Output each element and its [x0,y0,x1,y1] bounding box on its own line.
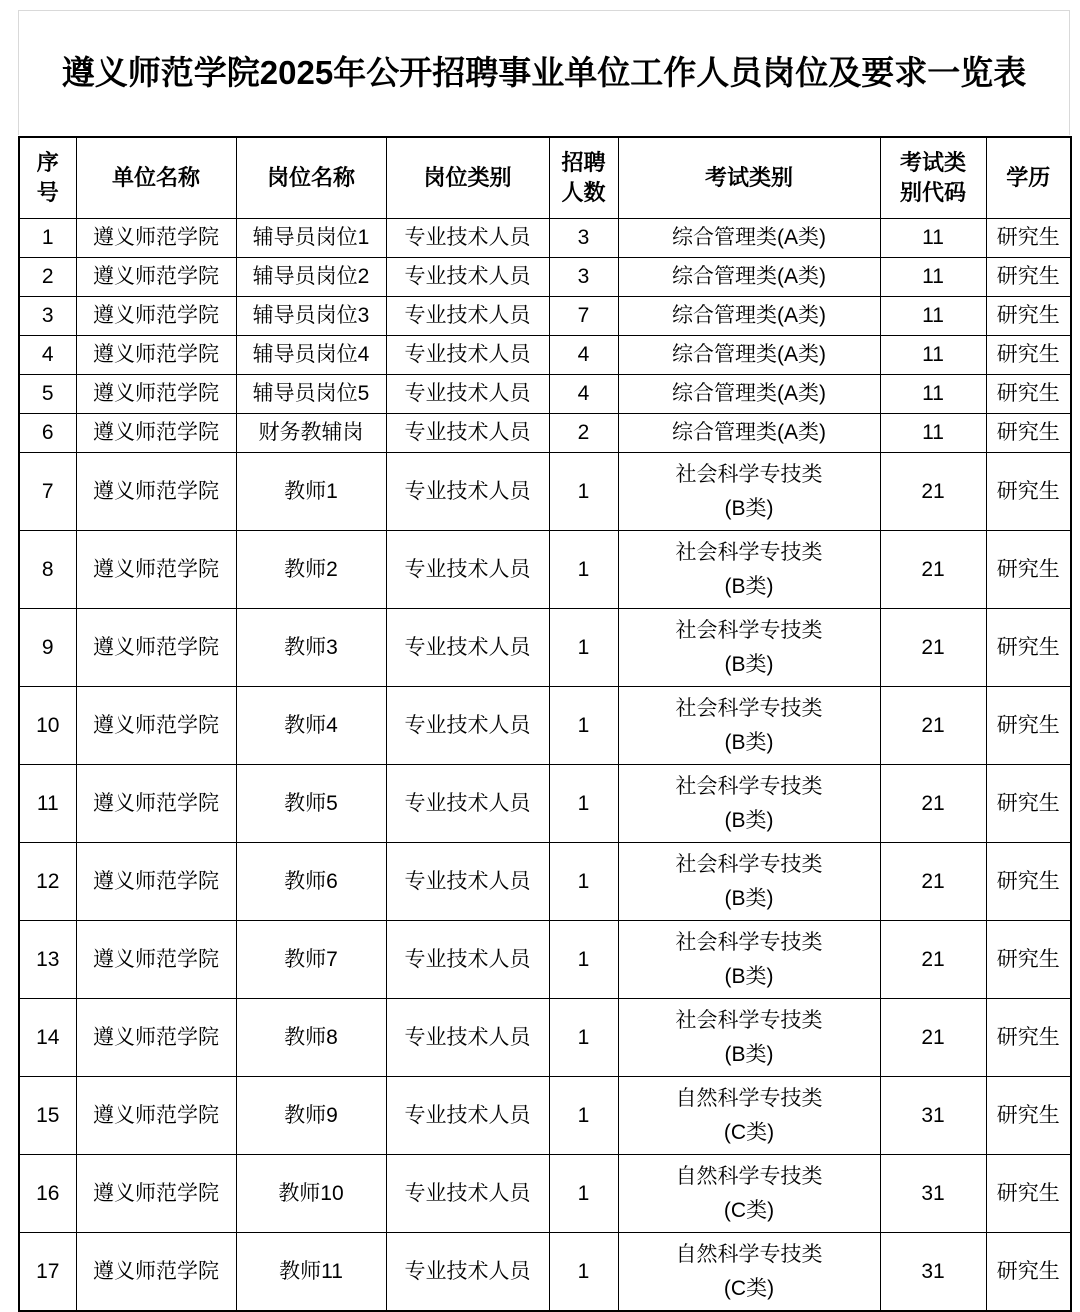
column-header-index [19,137,76,219]
column-header-line: 招聘 [561,150,606,175]
cell-exam [618,921,880,999]
cell-exam-line: 综合管理类(A类) [672,382,826,405]
cell-exam-line: 社会科学专技类 [675,696,823,720]
cell-degree: 研究生 [986,258,1071,297]
column-header-line: 考试类别 [704,165,793,190]
recruitment-table-container [18,136,1070,1312]
cell-count: 3 [549,258,618,297]
table-row [19,375,1071,414]
cell-type: 专业技术人员 [386,1233,549,1312]
cell-exam [618,1077,880,1155]
cell-unit: 遵义师范学院 [76,1077,236,1155]
column-header-exam [618,137,880,219]
cell-type: 专业技术人员 [386,258,549,297]
cell-exam [618,531,880,609]
cell-count: 3 [549,219,618,258]
table-row [19,297,1071,336]
cell-type: 专业技术人员 [386,765,549,843]
cell-exam [618,843,880,921]
cell-exam-line: 综合管理类(A类) [672,343,826,366]
cell-post: 教师7 [236,921,386,999]
cell-code: 21 [880,921,986,999]
cell-exam-line: 社会科学专技类 [675,540,823,564]
table-row [19,414,1071,453]
cell-type: 专业技术人员 [386,609,549,687]
cell-degree: 研究生 [986,1077,1071,1155]
cell-exam-line: (B类) [724,496,774,520]
cell-count: 1 [549,921,618,999]
table-row [19,258,1071,297]
cell-post: 教师5 [236,765,386,843]
cell-unit: 遵义师范学院 [76,687,236,765]
cell-unit: 遵义师范学院 [76,258,236,297]
cell-unit: 遵义师范学院 [76,336,236,375]
table-row [19,1077,1071,1155]
cell-post: 教师9 [236,1077,386,1155]
table-row [19,609,1071,687]
cell-exam-line: (B类) [724,964,774,988]
cell-code: 21 [880,999,986,1077]
cell-degree: 研究生 [986,999,1071,1077]
cell-exam [618,375,880,414]
column-header-degree [986,137,1071,219]
cell-index: 10 [19,687,76,765]
cell-exam-line: (B类) [724,886,774,910]
cell-degree: 研究生 [986,687,1071,765]
cell-degree: 研究生 [986,609,1071,687]
cell-post: 教师1 [236,453,386,531]
column-header-line: 学历 [1006,165,1051,190]
cell-code: 31 [880,1233,986,1312]
cell-exam [618,219,880,258]
cell-code: 21 [880,843,986,921]
cell-exam [618,336,880,375]
cell-code: 11 [880,219,986,258]
cell-degree: 研究生 [986,219,1071,258]
cell-code: 21 [880,453,986,531]
cell-type: 专业技术人员 [386,999,549,1077]
table-header [19,137,1071,219]
cell-exam-line: 社会科学专技类 [675,1008,823,1032]
table-row [19,219,1071,258]
cell-post: 教师8 [236,999,386,1077]
cell-index: 12 [19,843,76,921]
cell-exam-line: (B类) [724,730,774,754]
cell-degree: 研究生 [986,453,1071,531]
cell-count: 1 [549,999,618,1077]
cell-exam-line: 综合管理类(A类) [672,265,826,288]
cell-type: 专业技术人员 [386,453,549,531]
cell-type: 专业技术人员 [386,531,549,609]
cell-exam-line: (B类) [724,574,774,598]
cell-degree: 研究生 [986,921,1071,999]
cell-post: 教师11 [236,1233,386,1312]
column-header-post [236,137,386,219]
cell-exam [618,453,880,531]
cell-post: 辅导员岗位4 [236,336,386,375]
cell-exam-line: (C类) [723,1276,775,1300]
cell-degree: 研究生 [986,843,1071,921]
cell-unit: 遵义师范学院 [76,609,236,687]
cell-exam-line: 社会科学专技类 [675,852,823,876]
cell-index: 14 [19,999,76,1077]
cell-count: 1 [549,531,618,609]
table-row [19,531,1071,609]
table-row [19,687,1071,765]
recruitment-table [18,136,1072,1312]
cell-count: 2 [549,414,618,453]
column-header-unit [76,137,236,219]
cell-exam-line: 自然科学专技类 [675,1242,823,1266]
column-header-line: 人数 [561,180,606,205]
cell-exam-line: (B类) [724,1042,774,1066]
cell-count: 1 [549,1077,618,1155]
cell-index: 1 [19,219,76,258]
cell-exam [618,1233,880,1312]
cell-degree: 研究生 [986,336,1071,375]
cell-count: 4 [549,336,618,375]
cell-exam [618,765,880,843]
cell-exam-line: 综合管理类(A类) [672,304,826,327]
cell-type: 专业技术人员 [386,414,549,453]
cell-unit: 遵义师范学院 [76,765,236,843]
cell-exam-line: (C类) [723,1120,775,1144]
cell-type: 专业技术人员 [386,219,549,258]
column-header-line: 岗位类别 [423,165,512,190]
cell-type: 专业技术人员 [386,921,549,999]
cell-post: 辅导员岗位3 [236,297,386,336]
cell-code: 11 [880,414,986,453]
table-row [19,1233,1071,1312]
cell-index: 9 [19,609,76,687]
cell-count: 1 [549,843,618,921]
cell-index: 3 [19,297,76,336]
cell-count: 1 [549,1233,618,1312]
cell-unit: 遵义师范学院 [76,531,236,609]
cell-exam-line: 综合管理类(A类) [672,226,826,249]
cell-exam-line: 社会科学专技类 [675,930,823,954]
cell-exam-line: 社会科学专技类 [675,774,823,798]
cell-exam-line: 综合管理类(A类) [672,421,826,444]
cell-degree: 研究生 [986,297,1071,336]
cell-code: 11 [880,375,986,414]
cell-index: 11 [19,765,76,843]
cell-count: 1 [549,609,618,687]
cell-index: 13 [19,921,76,999]
cell-degree: 研究生 [986,414,1071,453]
cell-code: 31 [880,1077,986,1155]
cell-exam [618,687,880,765]
column-header-line: 岗位名称 [266,165,355,190]
cell-type: 专业技术人员 [386,1155,549,1233]
column-header-line: 序 [36,150,59,175]
cell-index: 16 [19,1155,76,1233]
cell-exam-line: (B类) [724,808,774,832]
cell-unit: 遵义师范学院 [76,414,236,453]
cell-post: 教师2 [236,531,386,609]
cell-post: 辅导员岗位1 [236,219,386,258]
cell-type: 专业技术人员 [386,336,549,375]
cell-count: 1 [549,765,618,843]
table-body [19,219,1071,1312]
cell-index: 8 [19,531,76,609]
cell-post: 教师6 [236,843,386,921]
cell-count: 1 [549,453,618,531]
cell-exam [618,1155,880,1233]
cell-code: 21 [880,687,986,765]
cell-post: 财务教辅岗 [236,414,386,453]
cell-post: 教师10 [236,1155,386,1233]
cell-unit: 遵义师范学院 [76,999,236,1077]
cell-type: 专业技术人员 [386,687,549,765]
cell-post: 教师4 [236,687,386,765]
cell-exam [618,297,880,336]
cell-code: 21 [880,531,986,609]
cell-degree: 研究生 [986,765,1071,843]
cell-type: 专业技术人员 [386,297,549,336]
cell-code: 21 [880,609,986,687]
cell-post: 辅导员岗位2 [236,258,386,297]
column-header-type [386,137,549,219]
column-header-line: 考试类 [899,150,966,175]
table-row [19,999,1071,1077]
cell-count: 1 [549,1155,618,1233]
cell-type: 专业技术人员 [386,1077,549,1155]
cell-degree: 研究生 [986,1155,1071,1233]
cell-exam-line: 自然科学专技类 [675,1164,823,1188]
cell-code: 11 [880,336,986,375]
table-row [19,336,1071,375]
cell-code: 11 [880,258,986,297]
cell-count: 1 [549,687,618,765]
cell-unit: 遵义师范学院 [76,921,236,999]
cell-exam-line: (B类) [724,652,774,676]
cell-exam [618,258,880,297]
page-title: 遵义师范学院2025年公开招聘事业单位工作人员岗位及要求一览表 [61,54,1027,91]
cell-index: 5 [19,375,76,414]
cell-exam [618,609,880,687]
cell-exam-line: 自然科学专技类 [675,1086,823,1110]
title-block [18,10,1070,135]
cell-degree: 研究生 [986,531,1071,609]
cell-exam-line: 社会科学专技类 [675,462,823,486]
cell-type: 专业技术人员 [386,375,549,414]
cell-exam [618,414,880,453]
table-row [19,1155,1071,1233]
cell-code: 11 [880,297,986,336]
table-header-row [19,137,1071,219]
cell-post: 教师3 [236,609,386,687]
table-row [19,765,1071,843]
cell-post: 辅导员岗位5 [236,375,386,414]
cell-index: 2 [19,258,76,297]
column-header-count [549,137,618,219]
table-row [19,843,1071,921]
cell-unit: 遵义师范学院 [76,219,236,258]
cell-degree: 研究生 [986,1233,1071,1312]
column-header-line: 单位名称 [111,165,200,190]
cell-unit: 遵义师范学院 [76,297,236,336]
table-row [19,453,1071,531]
column-header-line: 号 [36,180,59,205]
cell-index: 4 [19,336,76,375]
cell-degree: 研究生 [986,375,1071,414]
cell-unit: 遵义师范学院 [76,1233,236,1312]
cell-index: 6 [19,414,76,453]
table-row [19,921,1071,999]
cell-type: 专业技术人员 [386,843,549,921]
cell-count: 7 [549,297,618,336]
cell-count: 4 [549,375,618,414]
cell-index: 15 [19,1077,76,1155]
column-header-line: 别代码 [899,180,966,205]
cell-unit: 遵义师范学院 [76,453,236,531]
cell-code: 21 [880,765,986,843]
cell-exam-line: 社会科学专技类 [675,618,823,642]
column-header-code [880,137,986,219]
cell-unit: 遵义师范学院 [76,1155,236,1233]
cell-exam-line: (C类) [723,1198,775,1222]
cell-exam [618,999,880,1077]
cell-unit: 遵义师范学院 [76,843,236,921]
cell-unit: 遵义师范学院 [76,375,236,414]
cell-index: 17 [19,1233,76,1312]
cell-code: 31 [880,1155,986,1233]
cell-index: 7 [19,453,76,531]
